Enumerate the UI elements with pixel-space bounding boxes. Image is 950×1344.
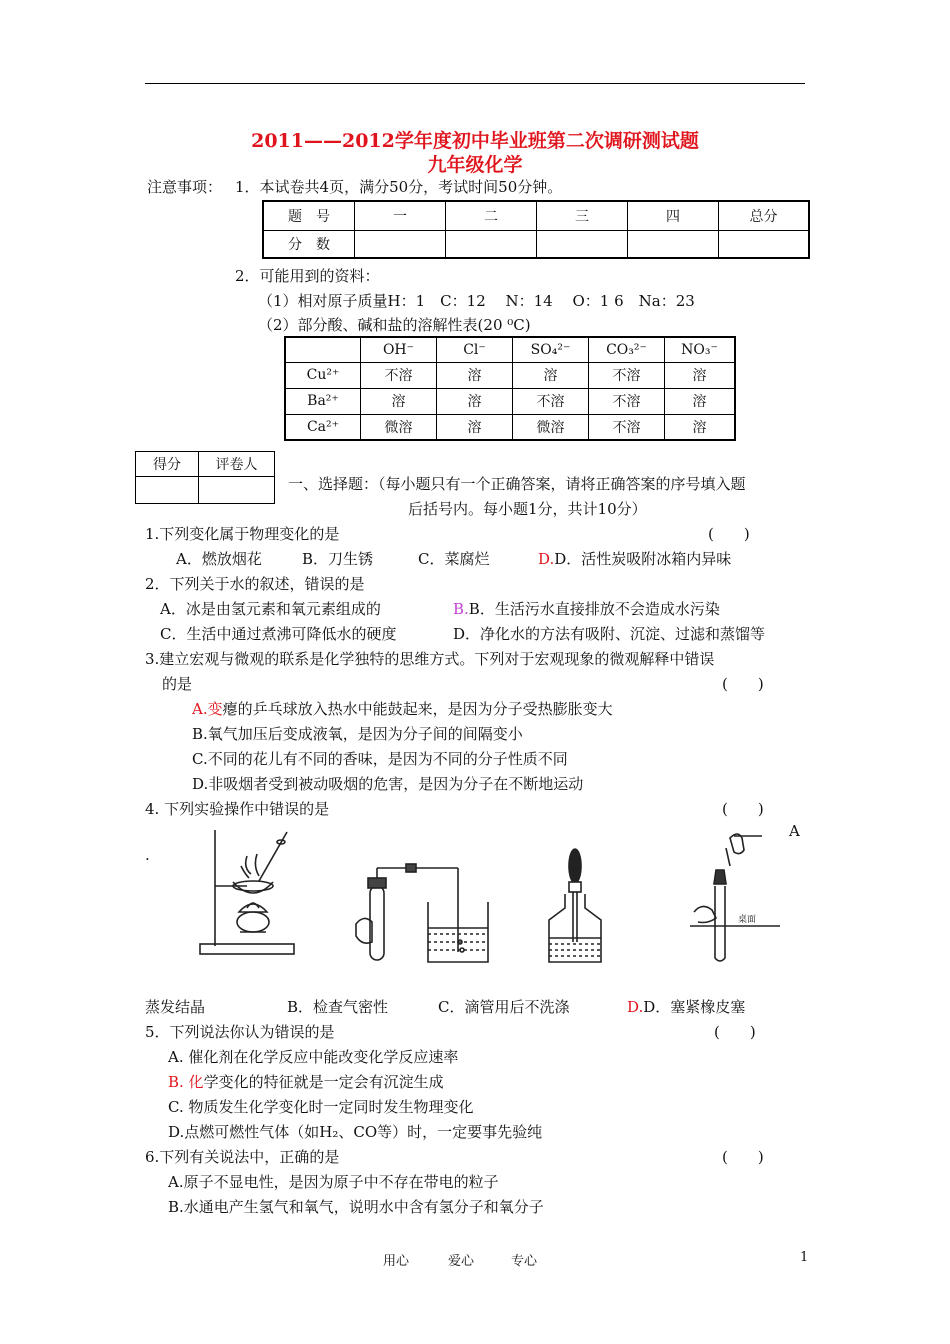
q5-answer-paren[interactable]: ( ) bbox=[714, 1023, 756, 1041]
rubber-stopper-figure bbox=[690, 826, 780, 966]
q3-option-c: C.不同的花儿有不同的香味，是因为不同的分子性质不同 bbox=[192, 750, 568, 768]
grader-box bbox=[135, 451, 275, 504]
q5-option-b bbox=[168, 1071, 444, 1092]
page-number: 1 bbox=[800, 1250, 809, 1265]
q1-option-a: A．燃放烟花 bbox=[176, 550, 262, 568]
page-subtitle: 九年级化学 bbox=[427, 154, 523, 176]
solubility-caption: （2）部分酸、碱和盐的溶解性表(20 ⁰C) bbox=[258, 316, 531, 334]
q5-option-d: D.点燃可燃性气体（如H₂、CO等）时，一定要事先验纯 bbox=[168, 1123, 543, 1141]
solubility-cell: 溶 bbox=[665, 414, 736, 440]
atomic-mass-line: （1）相对原子质量H：1 C：12 N：14 O：1 6 Na：23 bbox=[258, 292, 695, 310]
q2-option-b-text: B．生活污水直接排放不会造成水污染 bbox=[468, 600, 720, 618]
q3-option-a-text: 瘪的乒乓球放入热水中能鼓起来，是因为分子受热膨胀变大 bbox=[222, 700, 613, 718]
solubility-cell: 不溶 bbox=[589, 414, 665, 440]
q2-option-c: C．生活中通过煮沸可降低水的硬度 bbox=[160, 625, 397, 643]
solubility-cell: 不溶 bbox=[513, 388, 589, 414]
solubility-cell: Ca²⁺ bbox=[285, 414, 361, 440]
score-table-cell: 二 bbox=[446, 201, 537, 230]
footer-motto-2: 爱心 bbox=[448, 1254, 475, 1269]
solubility-cell: 溶 bbox=[665, 362, 736, 388]
q5-option-b-letter: B. 化 bbox=[168, 1073, 204, 1091]
dropper-bottle-figure bbox=[545, 846, 605, 966]
q3-answer-paren[interactable]: ( ) bbox=[722, 675, 764, 693]
score-table-cell: 三 bbox=[537, 201, 628, 230]
notice-item-1: 1．本试卷共4页，满分50分，考试时间50分钟。 bbox=[235, 178, 563, 196]
q3-stem: 3.建立宏观与微观的联系是化学独特的思维方式。下列对于宏观现象的微观解释中错误 bbox=[145, 650, 715, 668]
grader-score-label: 得分 bbox=[136, 452, 199, 477]
q6-stem: 6.下列有关说法中，正确的是 bbox=[145, 1148, 340, 1166]
q4-option-d: D.D．塞紧橡皮塞 bbox=[627, 998, 746, 1016]
q5-option-c: C. 物质发生化学变化时一定同时发生物理变化 bbox=[168, 1098, 474, 1116]
q4-side-dot: . bbox=[145, 846, 150, 864]
notice-label: 注意事项： bbox=[147, 178, 223, 196]
solubility-header: NO₃⁻ bbox=[665, 337, 736, 362]
solubility-cell: Ba²⁺ bbox=[285, 388, 361, 414]
solubility-cell: 溶 bbox=[361, 388, 437, 414]
notice-item-2: 2．可能用到的资料： bbox=[235, 267, 380, 285]
q3-option-b: B.氧气加压后变成液氧，是因为分子间的间隔变小 bbox=[192, 725, 523, 743]
solubility-cell: 溶 bbox=[665, 388, 736, 414]
q4-option-c: C．滴管用后不洗涤 bbox=[438, 998, 570, 1016]
score-input-cell[interactable] bbox=[355, 230, 446, 258]
solubility-header: CO₃²⁻ bbox=[589, 337, 665, 362]
q4-option-a: 蒸发结晶 bbox=[145, 998, 206, 1016]
solubility-cell: 不溶 bbox=[589, 388, 665, 414]
solubility-cell: Cu²⁺ bbox=[285, 362, 361, 388]
q5-stem: 5．下列说法你认为错误的是 bbox=[145, 1023, 335, 1041]
grader-reviewer-field[interactable] bbox=[199, 477, 275, 504]
solubility-cell: 微溶 bbox=[361, 414, 437, 440]
q3-stem-cont: 的是 bbox=[162, 675, 193, 693]
q3-option-a-letter: A.变 bbox=[192, 700, 223, 718]
q1-option-b: B．刀生锈 bbox=[302, 550, 374, 568]
q2-option-b: B.B．生活污水直接排放不会造成水污染 bbox=[453, 600, 720, 618]
q4-stem: 4. 下列实验操作中错误的是 bbox=[145, 800, 330, 818]
page-title: 2011——2012学年度初中毕业班第二次调研测试题 bbox=[251, 130, 699, 152]
solubility-cell: 不溶 bbox=[361, 362, 437, 388]
score-table-cell: 总分 bbox=[719, 201, 810, 230]
q5-option-a: A. 催化剂在化学反应中能改变化学反应速率 bbox=[168, 1048, 459, 1066]
q1-answer-paren[interactable]: ( ) bbox=[708, 525, 750, 543]
footer-motto-1: 用心 bbox=[383, 1254, 410, 1269]
q4-option-d-text: D．塞紧橡皮塞 bbox=[643, 998, 746, 1016]
score-table-cell: 四 bbox=[628, 201, 719, 230]
q6-option-a: A.原子不显电性，是因为原子中不存在带电的粒子 bbox=[168, 1173, 499, 1191]
score-table-cell: 一 bbox=[355, 201, 446, 230]
score-table bbox=[262, 200, 810, 259]
q4-option-b: B．检查气密性 bbox=[287, 998, 389, 1016]
q6-option-b: B.水通电产生氢气和氧气，说明水中含有氢分子和氧分子 bbox=[168, 1198, 544, 1216]
section-heading-cont: 后括号内。每小题1分，共计10分） bbox=[408, 500, 647, 518]
solubility-cell: 微溶 bbox=[513, 414, 589, 440]
section-heading: 一、选择题：（每小题只有一个正确答案，请将正确答案的序号填入题 bbox=[288, 475, 746, 493]
q1-option-d: D.D．活性炭吸附冰箱内异味 bbox=[538, 550, 732, 568]
solubility-header: Cl⁻ bbox=[437, 337, 513, 362]
top-rule bbox=[145, 83, 805, 84]
q1-option-d-text: D．活性炭吸附冰箱内异味 bbox=[554, 550, 732, 568]
q1-option-c: C．菜腐烂 bbox=[418, 550, 490, 568]
solubility-header bbox=[285, 337, 361, 362]
solubility-table bbox=[284, 336, 736, 441]
grader-score-field[interactable] bbox=[136, 477, 199, 504]
q4-answer-paren[interactable]: ( ) bbox=[722, 800, 764, 818]
score-input-cell[interactable] bbox=[628, 230, 719, 258]
solubility-cell: 溶 bbox=[437, 362, 513, 388]
q3-option-d: D.非吸烟者受到被动吸烟的危害，是因为分子在不断地运动 bbox=[192, 775, 584, 793]
q6-answer-paren[interactable]: ( ) bbox=[722, 1148, 764, 1166]
grader-reviewer-label: 评卷人 bbox=[199, 452, 275, 477]
q2-option-a: A．冰是由氢元素和氧元素组成的 bbox=[160, 600, 381, 618]
q2-option-d: D．净化水的方法有吸附、沉淀、过滤和蒸馏等 bbox=[453, 625, 766, 643]
q1-stem: 1.下列变化属于物理变化的是 bbox=[145, 525, 340, 543]
footer-motto-3: 专心 bbox=[511, 1254, 538, 1269]
solubility-cell: 溶 bbox=[513, 362, 589, 388]
score-table-cell: 题 号 bbox=[263, 201, 355, 230]
solubility-cell: 溶 bbox=[437, 388, 513, 414]
q4-side-a: A bbox=[789, 822, 800, 840]
table-surface-label: 桌面 bbox=[738, 915, 757, 925]
evaporation-apparatus-figure bbox=[195, 826, 305, 966]
score-input-cell[interactable] bbox=[446, 230, 537, 258]
solubility-cell: 不溶 bbox=[589, 362, 665, 388]
q3-option-a bbox=[192, 698, 613, 719]
q2-stem: 2．下列关于水的叙述，错误的是 bbox=[145, 575, 365, 593]
score-input-cell[interactable] bbox=[719, 230, 810, 258]
score-table-cell: 分 数 bbox=[263, 230, 355, 258]
solubility-header: OH⁻ bbox=[361, 337, 437, 362]
solubility-header: SO₄²⁻ bbox=[513, 337, 589, 362]
score-input-cell[interactable] bbox=[537, 230, 628, 258]
solubility-cell: 溶 bbox=[437, 414, 513, 440]
airtightness-check-figure bbox=[348, 862, 508, 966]
q5-option-b-text: 学变化的特征就是一定会有沉淀生成 bbox=[203, 1073, 444, 1091]
